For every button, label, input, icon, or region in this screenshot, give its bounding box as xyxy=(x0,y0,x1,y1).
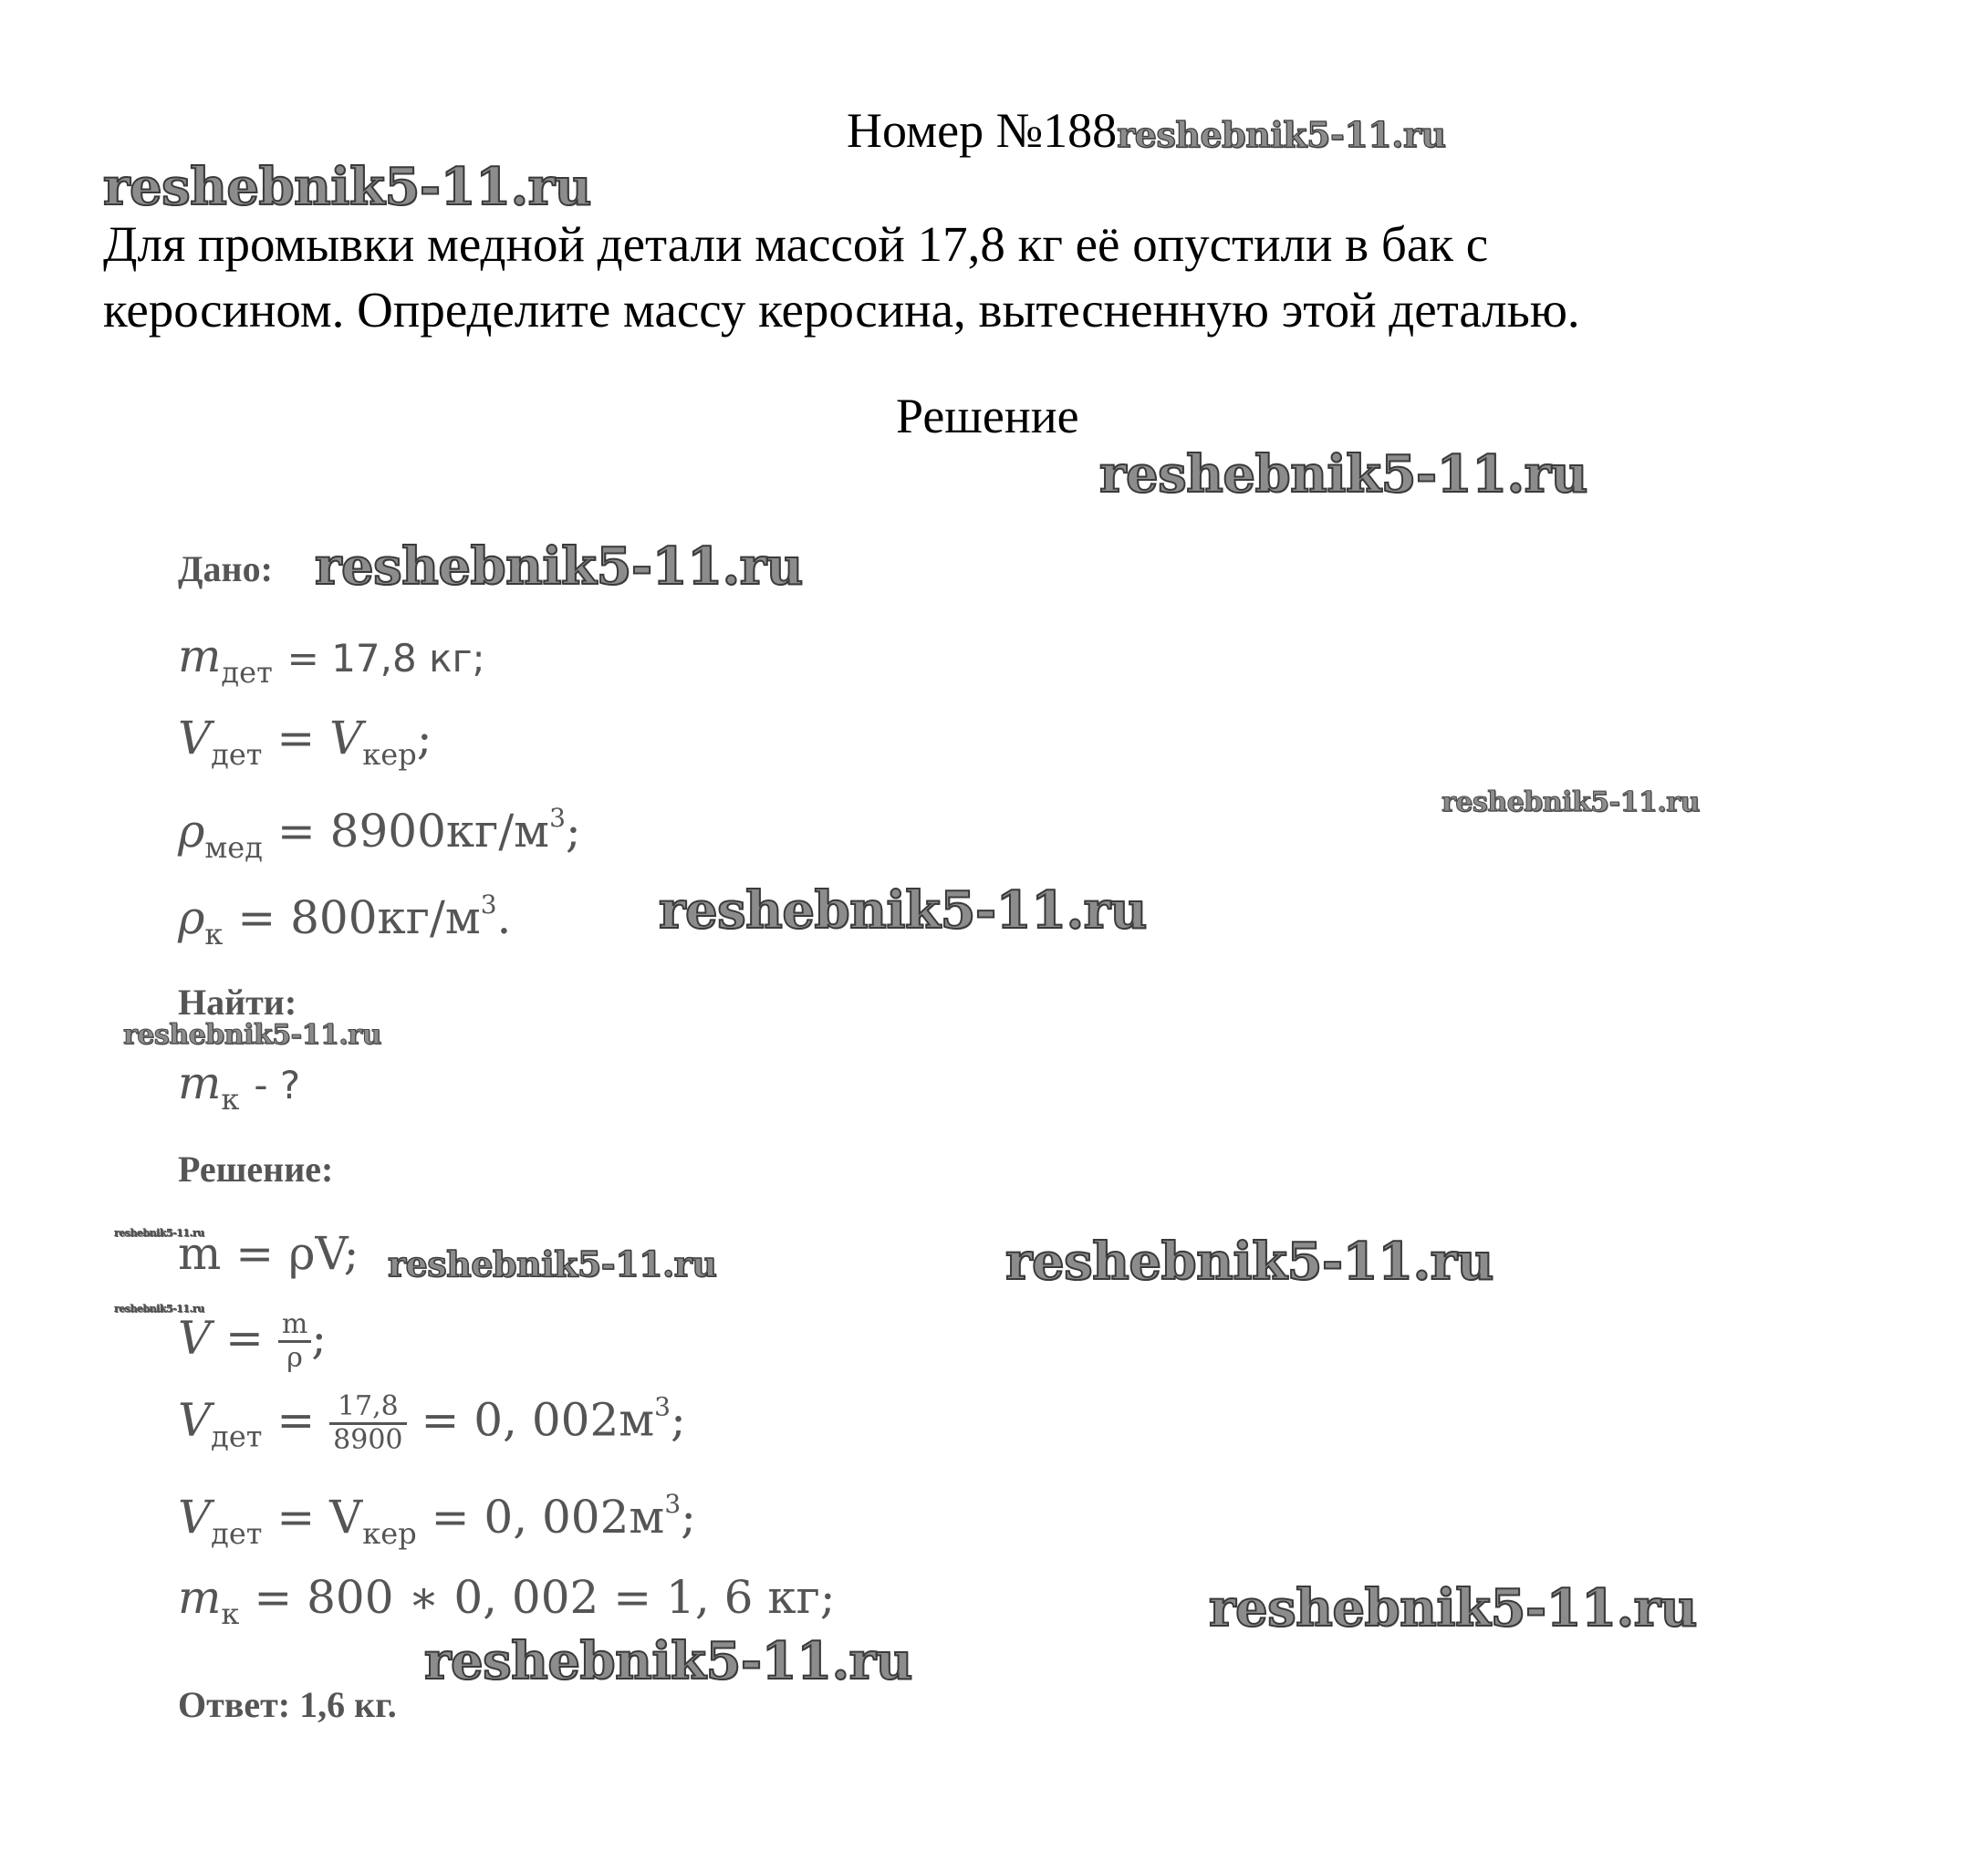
solution-heading: Решение xyxy=(896,389,1079,443)
given-copper-density: $\rho_{мед} = 8900кг/м^3$; xyxy=(178,803,581,865)
watermark: reshebnik5-11.ru xyxy=(114,1303,204,1315)
watermark: reshebnik5-11.ru xyxy=(114,1227,204,1239)
watermark: reshebnik5-11.ru xyxy=(1209,1578,1697,1638)
page-title xyxy=(847,102,1445,159)
watermark: reshebnik5-11.ru xyxy=(1099,444,1587,504)
formula-volume: V = $\frac{m}{\rho}$ ; xyxy=(178,1308,328,1374)
watermark: reshebnik5-11.ru xyxy=(1005,1232,1494,1292)
watermark: reshebnik5-11.ru xyxy=(1117,114,1446,155)
watermark: reshebnik5-11.ru xyxy=(659,880,1147,941)
formula-detail-volume: $V_{дет}$ = $\frac{17,8}{8900}$ = 0, $002м^3$; xyxy=(178,1390,686,1456)
problem-line: керосином. Определите массу керосина, вытесненную этой деталью. xyxy=(103,282,1580,338)
watermark: reshebnik5-11.ru xyxy=(103,157,591,217)
given-kerosene-density: $\rho_к = 800кг/м^3$. xyxy=(178,889,512,952)
formula-mass: m = ρV; xyxy=(178,1227,359,1280)
problem-line: Для промывки медной детали массой 17,8 кг её опустили в бак с xyxy=(103,216,1489,272)
solution-label: Решение: xyxy=(178,1149,334,1190)
problem-number: Номер №188 xyxy=(847,103,1118,158)
watermark: reshebnik5-11.ru xyxy=(1442,786,1700,818)
find-label: Найти: xyxy=(178,982,297,1023)
given-label: Дано: xyxy=(178,548,273,589)
given-mass: $m_{дет} = 17,8$ кг; xyxy=(178,629,485,690)
formula-kerosene-mass: $m_к = 800$ ∗ 0, 002 = 1, 6 кг; xyxy=(178,1571,836,1631)
find-unknown: $m_к$ - ? xyxy=(178,1056,301,1117)
answer: Ответ: 1,6 кг. xyxy=(178,1684,397,1725)
watermark: reshebnik5-11.ru xyxy=(424,1631,912,1691)
given-volume-equality: $V_{дет} = V_{кер}$; xyxy=(178,712,432,772)
watermark: reshebnik5-11.ru xyxy=(123,1019,381,1051)
formula-volume-equality: $V_{дет} = V_{кер} = 0$, $002м^3$; xyxy=(178,1489,696,1551)
watermark: reshebnik5-11.ru xyxy=(315,536,803,597)
watermark: reshebnik5-11.ru xyxy=(388,1243,717,1284)
problem-text xyxy=(103,212,1928,343)
